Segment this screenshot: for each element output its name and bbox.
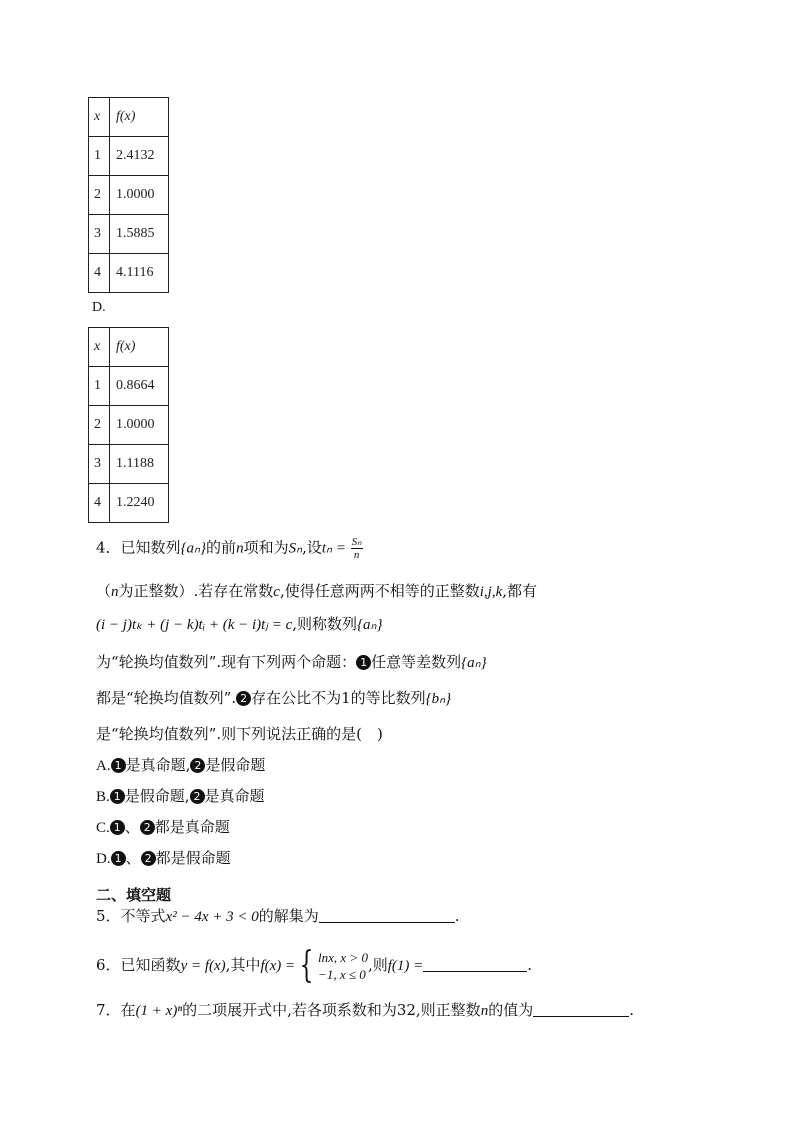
table-row: [89, 254, 169, 293]
header-fx: f(x): [110, 98, 169, 137]
cell-x: 3: [89, 215, 110, 254]
cell-fx: 1.0000: [110, 406, 169, 445]
cell-x: 2: [89, 176, 110, 215]
cell-x: 1: [89, 137, 110, 176]
q4-line-2: （n为正整数）.若存在常数c,使得任意两两不相等的正整数i,j,k,都有: [96, 582, 538, 600]
table-row: [89, 215, 169, 254]
inequality-formula: x² − 4x + 3 < 0: [165, 909, 259, 925]
q4-line-1: 4．已知数列{aₙ}的前n项和为Sₙ,设tₙ = $\frac{\text{Sₙ}}{n}$: [96, 536, 362, 561]
answer-blank[interactable]: [533, 1002, 629, 1017]
table-row: [89, 484, 169, 523]
table-row: [89, 445, 169, 484]
table-row: [89, 367, 169, 406]
cell-x: 4: [89, 254, 110, 293]
q4-option-a[interactable]: A. 1 是真命题, 2 是假命题: [96, 756, 266, 774]
q7-line: 7．在(1 + x)ⁿ的二项展开式中,若各项系数和为32,则正整数n的值为 .: [96, 1001, 634, 1019]
circled-number-2: 2: [236, 691, 251, 706]
answer-blank[interactable]: [319, 908, 455, 923]
circled-number-2: 2: [190, 758, 205, 773]
q4-option-b[interactable]: B. 1 是假命题, 2 是真命题: [96, 787, 265, 805]
q4-option-d[interactable]: D. 1 、 2 都是假命题: [96, 849, 231, 867]
circled-number-1: 1: [111, 851, 126, 866]
table-header-row: [89, 98, 169, 137]
cell-x: 2: [89, 406, 110, 445]
circled-number-1: 1: [110, 789, 125, 804]
header-x: x: [89, 98, 110, 137]
header-fx: f(x): [110, 328, 169, 367]
option-d-label: D.: [92, 300, 106, 315]
cell-fx: 2.4132: [110, 137, 169, 176]
header-x: x: [89, 328, 110, 367]
left-brace-icon: {: [299, 945, 314, 986]
cell-x: 1: [89, 367, 110, 406]
cell-x: 4: [89, 484, 110, 523]
q5-line: 5．不等式x² − 4x + 3 < 0的解集为 .: [96, 907, 460, 925]
cell-fx: 0.8664: [110, 367, 169, 406]
q4-line-3: (i − j)tₖ + (j − k)tᵢ + (k − i)tⱼ = c,则称数列{aₙ}: [96, 615, 383, 633]
cell-fx: 1.2240: [110, 484, 169, 523]
q4-line-4: 为“轮换均值数列”.现有下列两个命题： 1 任意等差数列{aₙ}: [96, 653, 487, 671]
circled-number-2: 2: [140, 820, 155, 835]
circled-number-2: 2: [190, 789, 205, 804]
q6-line: 6．已知函数y = f(x),其中f(x) = { lnx, x > 0 −1, x ≤ 0 ,则f(1) = .: [96, 945, 533, 986]
table-row: [89, 176, 169, 215]
circled-number-1: 1: [356, 655, 371, 670]
circled-number-2: 2: [141, 851, 156, 866]
table-option-c: [88, 97, 169, 293]
cell-fx: 4.1116: [110, 254, 169, 293]
fraction-sn-over-n: $\frac{\text{Sₙ}}{n}$: [351, 536, 362, 561]
answer-blank[interactable]: [423, 957, 527, 972]
cell-fx: 1.1188: [110, 445, 169, 484]
q4-line-5: 都是“轮换均值数列”. 2 存在公比不为1的等比数列{bₙ}: [96, 689, 452, 707]
q4-option-c[interactable]: C. 1 、 2 都是真命题: [96, 818, 230, 836]
section-title: 二、填空题: [96, 886, 172, 904]
rotation-formula: (i − j)tₖ + (j − k)tᵢ + (k − i)tⱼ = c: [96, 617, 293, 633]
table-header-row: [89, 328, 169, 367]
table-row: [89, 137, 169, 176]
cell-fx: 1.5885: [110, 215, 169, 254]
circled-number-1: 1: [111, 758, 126, 773]
table-row: [89, 406, 169, 445]
q4-line-6: 是“轮换均值数列”.则下列说法正确的是( ): [96, 725, 383, 743]
table-option-d: [88, 327, 169, 523]
circled-number-1: 1: [110, 820, 125, 835]
piecewise-cases: lnx, x > 0 −1, x ≤ 0: [318, 950, 368, 982]
cell-fx: 1.0000: [110, 176, 169, 215]
cell-x: 3: [89, 445, 110, 484]
